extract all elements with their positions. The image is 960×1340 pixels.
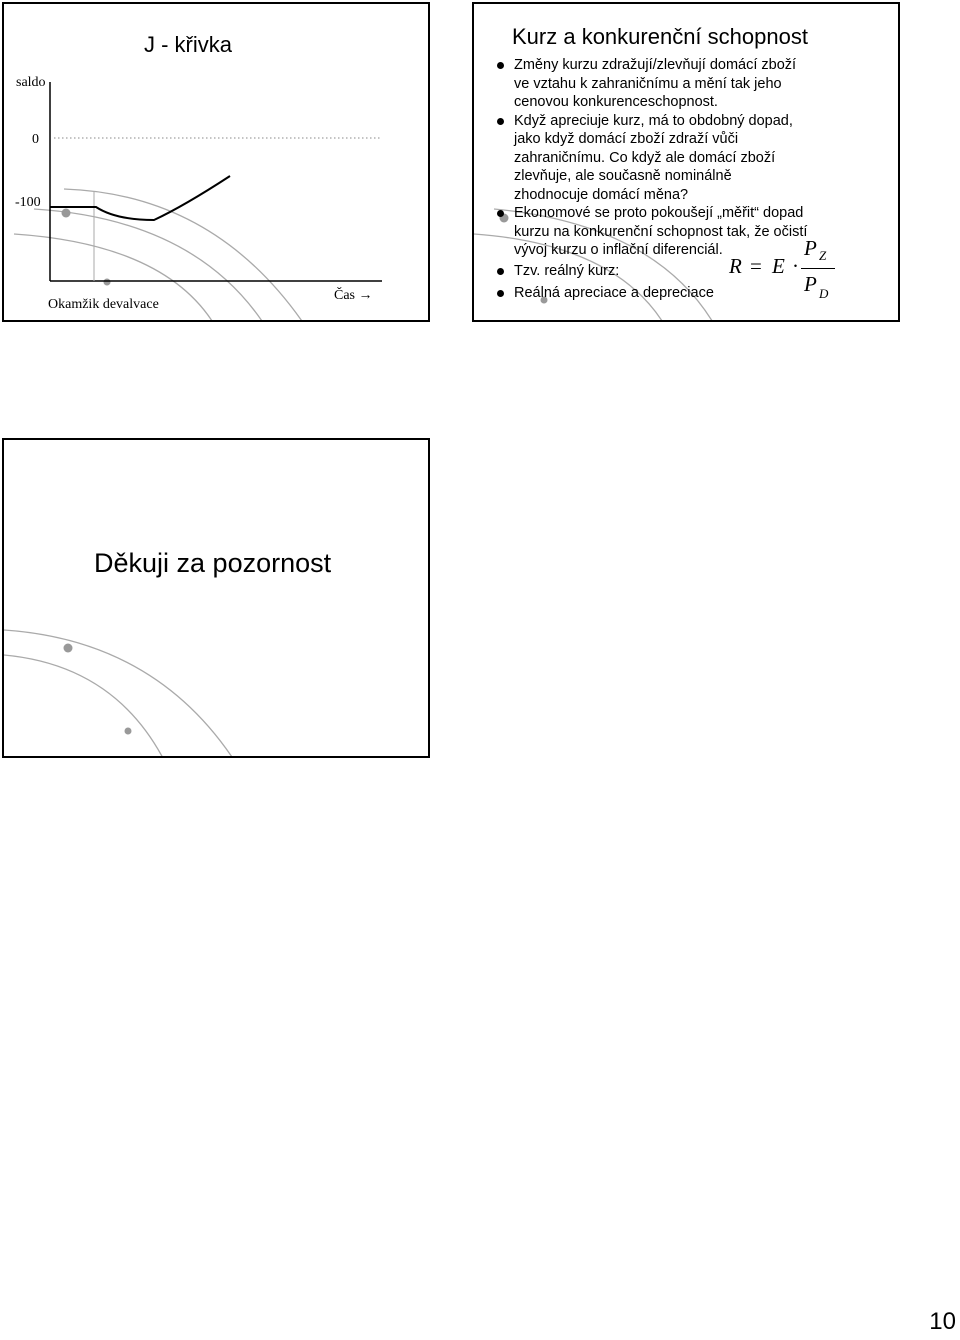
slide-title: Děkuji za pozornost [94, 548, 332, 578]
j-curve-chart [4, 4, 430, 322]
bullet-item [494, 262, 894, 281]
bullet-item [494, 112, 894, 205]
bullet-line: zahraničnímu. Co když ale domácí zboží [514, 149, 776, 166]
x-label-time: Čas → [334, 288, 373, 303]
formula-numerator-sub: Z [819, 248, 827, 263]
bullet-line: cenovou konkurenceschopnost. [514, 94, 718, 110]
bullet-line: jako když domácí zboží zdraží vůči [514, 131, 739, 147]
bullet-line: zlevňuje, ale současně nominálně [514, 168, 732, 184]
bullet-dot-icon [497, 268, 504, 275]
bullet-item [494, 284, 894, 303]
bullet-dot-icon [497, 290, 504, 297]
bullet-line: Reálná apreciace a depreciace [514, 285, 714, 301]
bullet-line: zhodnocuje domácí měna? [514, 186, 689, 203]
slide-j-curve [2, 2, 430, 322]
bullet-line: kurzu na konkurenční schopnost tak, že očistí [514, 223, 808, 240]
formula-e: E [772, 254, 785, 278]
slide-exchange-rate [472, 2, 900, 322]
bullet-line: ve vztahu k zahraničnímu a mění tak jeho [514, 75, 782, 92]
x-label-devaluation: Okamžik devalvace [48, 297, 159, 312]
j-curve-line [50, 176, 230, 220]
bullet-line: Tzv. reálný kurz: [514, 262, 620, 279]
slide-title: Kurz a konkurenční schopnost [512, 24, 808, 49]
bullet-line: Když apreciuje kurz, má to obdobný dopad, [514, 112, 793, 129]
formula-numerator: P [804, 236, 817, 260]
y-tick-zero: 0 [32, 132, 39, 147]
bullet-list [494, 56, 894, 303]
formula-dot: · [792, 254, 799, 278]
bullet-item [494, 204, 894, 260]
formula-equals: = [750, 254, 762, 278]
bullet-line: vývoj kurzu o inflační diferenciál. [514, 242, 723, 258]
bullet-line: Změny kurzu zdražují/zlevňují domácí zboží [514, 57, 797, 73]
page-number: 10 [929, 1308, 956, 1335]
bullet-dot-icon [497, 118, 504, 125]
fraction-bar [801, 268, 835, 269]
y-tick-minus-100: -100 [15, 195, 41, 210]
y-axis-label: saldo [16, 75, 46, 90]
slide-title: J - křivka [144, 32, 232, 57]
slide-thank-you [2, 438, 430, 758]
bullet-dot-icon [497, 62, 504, 69]
formula-denominator: P [804, 272, 817, 296]
decorative-arcs [4, 440, 430, 758]
bullet-dot-icon [497, 210, 504, 217]
formula-lhs: R [729, 254, 742, 278]
bullet-item [494, 56, 894, 112]
formula-denominator-sub: D [819, 286, 829, 301]
bullet-line: Ekonomové se proto pokoušejí „měřit“ dopad [514, 205, 804, 221]
